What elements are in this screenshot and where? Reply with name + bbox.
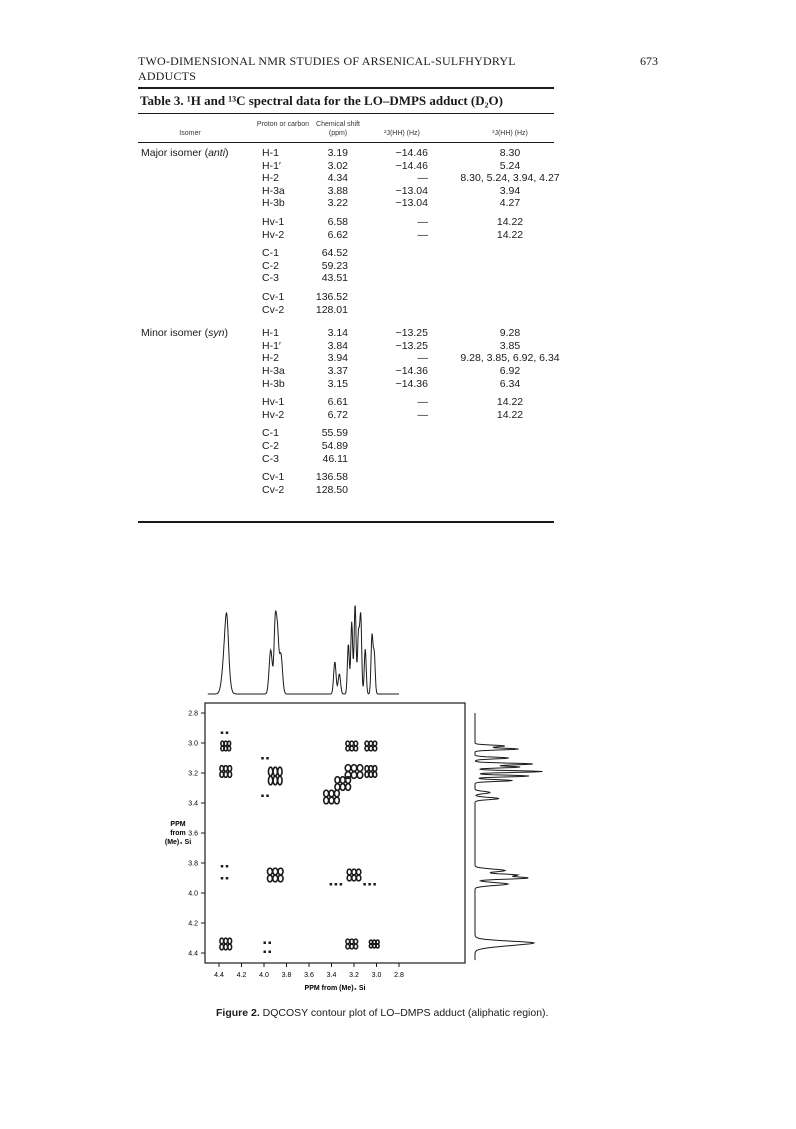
shift-cell: 136.52 (315, 291, 348, 303)
table-header-rule (138, 142, 554, 143)
proton-cell: Cv-2 (262, 483, 285, 496)
table-top-rule (138, 87, 554, 89)
shift-cell: 6.58 (327, 216, 348, 228)
j3-cell: 9.28 (499, 327, 521, 340)
cross-peak (365, 766, 377, 778)
proton-cell: C-2 (262, 259, 279, 272)
proton-cell: H-3a (262, 184, 285, 197)
x-tick-label: 3.8 (281, 972, 292, 979)
proton-cell: H-2 (262, 352, 279, 365)
proton-cell: C-3 (262, 272, 279, 285)
y-axis-label-2: from (170, 830, 186, 837)
proton-cell: H-2 (262, 172, 279, 185)
shift-cell: 59.23 (321, 259, 348, 272)
proton-cell: H-3b (262, 377, 285, 390)
cross-peak-weak (261, 757, 269, 760)
proton-cell: H-3b (262, 197, 285, 210)
j2-cell: — (417, 396, 428, 409)
proton-cell: H-1′ (262, 339, 281, 352)
cross-peak-weak (330, 883, 343, 886)
proton-cell: C-2 (262, 440, 279, 452)
y-tick-label: 3.6 (188, 830, 198, 838)
y-tick-label: 4.2 (188, 920, 198, 928)
j3-cell: 14.22 (496, 228, 524, 241)
shift-cell: 3.15 (327, 377, 348, 390)
y-axis-label-1: PPM (170, 821, 186, 828)
cross-peak (346, 741, 358, 751)
shift-cell: 54.89 (321, 440, 348, 452)
proton-cell: H-1 (262, 327, 279, 340)
cross-peak-weak (264, 951, 272, 954)
j3-cell: 3.94 (499, 184, 521, 197)
table-title-rule (138, 113, 554, 114)
proton-cell: Hv-1 (262, 396, 285, 409)
top-projection-trace (208, 606, 399, 694)
cross-peak-weak (221, 732, 229, 735)
page-number: 673 (640, 54, 658, 68)
table-bottom-rule (138, 521, 554, 523)
diagonal-peak (324, 790, 340, 804)
y-axis-label-3: (Me)₄ Si (164, 839, 192, 846)
j2-cell: −14.46 (395, 159, 428, 172)
cross-peak-weak (363, 883, 376, 886)
shift-cell: 6.61 (327, 396, 348, 409)
cross-peak-weak (261, 795, 269, 798)
shift-cell: 6.72 (327, 408, 348, 421)
y-tick-label: 4.4 (188, 950, 198, 958)
y-axis-ticks (188, 711, 205, 958)
j3-cell: 14.22 (496, 408, 524, 421)
y-tick-label: 3.0 (188, 740, 198, 748)
proton-cell: C-1 (262, 427, 279, 440)
shift-cell: 3.02 (327, 159, 348, 172)
proton-cell: Hv-2 (262, 228, 285, 241)
x-tick-label: 3.4 (326, 972, 337, 979)
isomer-label: Major isomer (anti) (141, 147, 229, 159)
j2-cell: — (417, 352, 428, 365)
j3-cell: 6.34 (499, 377, 521, 390)
cross-peak-weak (264, 942, 272, 945)
shift-cell: 3.19 (327, 147, 348, 159)
j2-cell: −13.25 (395, 339, 428, 352)
cross-peak (220, 766, 232, 778)
j2-cell: — (417, 216, 428, 228)
cross-peak (346, 939, 358, 949)
header-isomer: Isomer (179, 130, 201, 137)
x-tick-label: 2.8 (394, 972, 404, 979)
shift-cell: 3.14 (327, 327, 348, 340)
table-title: Table 3. ¹H and ¹³C spectral data for the LO–DMPS adduct (D₂O) (140, 93, 503, 108)
j2-cell: −14.36 (395, 365, 428, 377)
x-tick-label: 3.0 (371, 972, 382, 979)
x-tick-label: 4.2 (236, 972, 247, 979)
shift-cell: 3.37 (327, 365, 348, 377)
proton-cell: Hv-2 (262, 408, 285, 421)
j3-cell: 3.85 (499, 339, 521, 352)
y-tick-label: 2.8 (188, 710, 198, 718)
j3-cell: 8.30, 5.24, 3.94, 4.27 (460, 172, 560, 185)
figure-caption-text: DQCOSY contour plot of LO–DMPS adduct (aliphatic region). (259, 1007, 549, 1019)
cross-peak-weak (221, 865, 229, 868)
shift-cell: 3.22 (327, 197, 348, 210)
x-tick-label: 3.2 (349, 972, 359, 979)
diagonal-peak (267, 868, 283, 882)
shift-cell: 46.11 (322, 452, 348, 465)
figure-caption-label: Figure 2. (216, 1007, 260, 1019)
shift-cell: 64.52 (321, 247, 348, 260)
cross-peak (365, 741, 377, 751)
j3-cell: 8.30 (499, 147, 521, 159)
shift-cell: 6.62 (327, 228, 348, 241)
cross-peak (268, 767, 282, 785)
header-j3: ³J(HH) (Hz) (492, 130, 528, 137)
proton-cell: H-3a (262, 365, 285, 377)
right-projection-trace (475, 713, 543, 960)
j2-cell: — (417, 408, 428, 421)
x-tick-label: 3.6 (304, 972, 314, 979)
cross-peak (347, 869, 361, 881)
proton-cell: H-1′ (262, 159, 281, 172)
j2-cell: — (417, 172, 428, 185)
shift-cell: 3.94 (327, 352, 348, 365)
plot-frame (205, 703, 465, 963)
j2-cell: −13.04 (395, 184, 428, 197)
cross-peak (221, 741, 231, 751)
shift-cell: 128.50 (315, 483, 348, 496)
shift-cell: 43.51 (321, 272, 348, 285)
y-tick-label: 3.4 (188, 800, 198, 808)
proton-cell: Cv-1 (262, 471, 285, 484)
j3-cell: 14.22 (496, 216, 524, 228)
right-projection-spectrum (475, 713, 543, 960)
y-tick-label: 3.8 (188, 860, 198, 868)
proton-cell: C-1 (262, 247, 279, 260)
cross-peak (369, 940, 379, 948)
shift-cell: 136.58 (315, 471, 348, 484)
j3-cell: 5.24 (499, 159, 521, 172)
header-proton: Proton or carbon (256, 121, 310, 128)
proton-cell: Cv-1 (262, 291, 285, 303)
shift-cell: 3.84 (327, 339, 348, 352)
j3-cell: 4.27 (499, 197, 521, 210)
j3-cell: 14.22 (496, 396, 524, 409)
j2-cell: −14.36 (395, 377, 428, 390)
proton-cell: Cv-2 (262, 303, 285, 316)
proton-cell: H-1 (262, 147, 279, 159)
cross-peak-weak (221, 877, 229, 880)
j2-cell: −13.25 (395, 327, 428, 340)
header-j2: ²J(HH) (Hz) (384, 130, 420, 137)
x-axis-ticks (214, 963, 404, 979)
x-axis-label: PPM from (Me)₄ Si (304, 985, 366, 992)
shift-cell: 128.01 (315, 303, 348, 316)
isomer-label: Minor isomer (syn) (141, 327, 228, 340)
x-tick-label: 4.4 (214, 972, 224, 979)
j3-cell: 9.28, 3.85, 6.92, 6.34 (460, 352, 560, 365)
figure-caption (216, 1007, 548, 1019)
j2-cell: — (417, 228, 428, 241)
j3-cell: 6.92 (499, 365, 521, 377)
top-projection-spectrum (208, 606, 399, 694)
header-shift: Chemical shift (ppm) (316, 121, 360, 137)
y-tick-label: 3.2 (188, 770, 198, 778)
dqcosy-contour-plot (0, 590, 796, 1010)
shift-cell: 4.34 (327, 172, 348, 185)
contour-peaks (220, 732, 379, 954)
y-tick-label: 4.0 (188, 890, 198, 898)
running-head: TWO-DIMENSIONAL NMR STUDIES OF ARSENICAL-SULFHYDRYL ADDUCTS (138, 54, 516, 83)
j2-cell: −13.04 (395, 197, 428, 210)
proton-cell: Hv-1 (262, 216, 285, 228)
x-tick-label: 4.0 (259, 972, 269, 979)
diagonal-peak (220, 938, 232, 950)
j2-cell: −14.46 (395, 147, 428, 159)
shift-cell: 55.59 (321, 427, 348, 440)
shift-cell: 3.88 (327, 184, 348, 197)
proton-cell: C-3 (262, 452, 279, 465)
